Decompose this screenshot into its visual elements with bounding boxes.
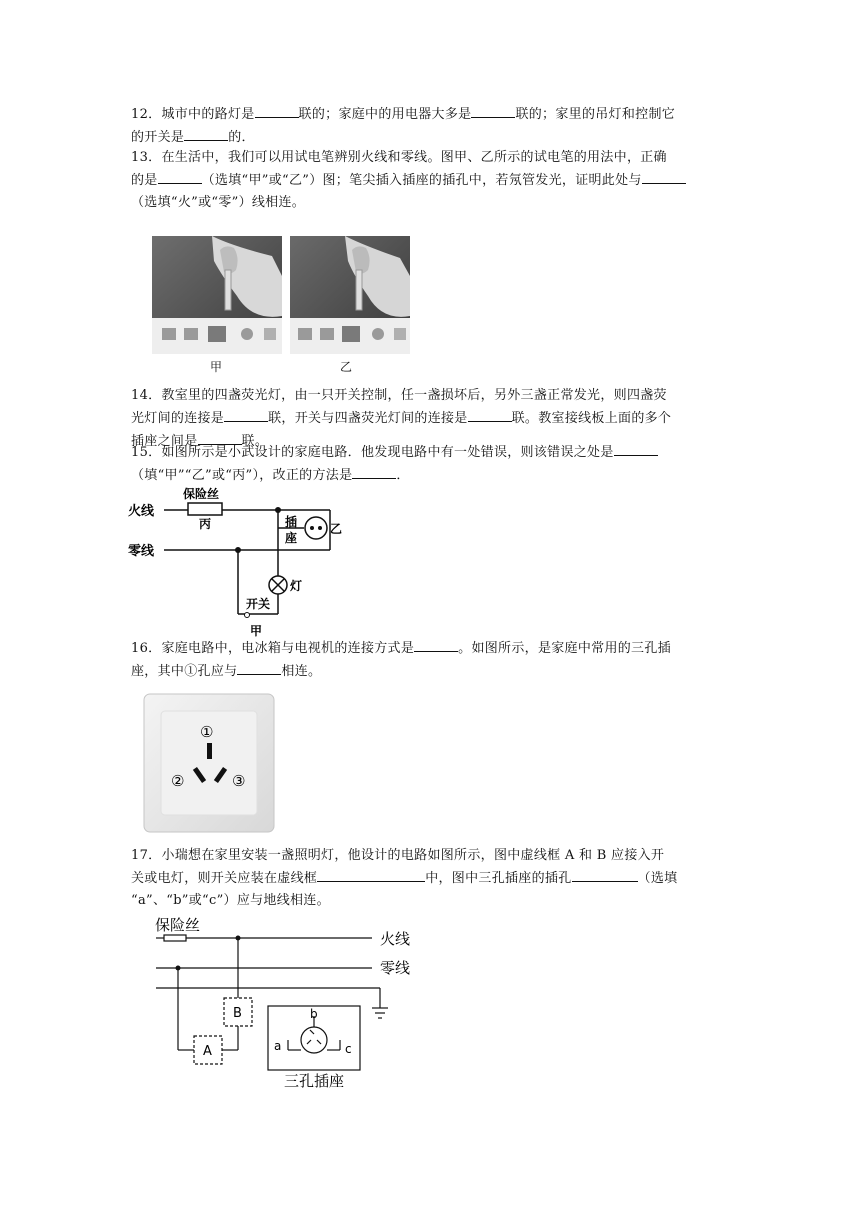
label-yi: 乙 <box>340 360 353 374</box>
q15-circuit-diagram <box>120 484 370 640</box>
answer-blank[interactable] <box>352 464 396 479</box>
answer-blank[interactable] <box>471 103 515 118</box>
answer-blank[interactable] <box>572 867 638 882</box>
live-wire-label: 火线 <box>380 930 411 948</box>
q14-line-3: 插座之间是 联。 <box>131 430 731 453</box>
q14-line-2: 光灯间的连接是 联，开关与四盏荧光灯间的连接是 联。教室接线板上面的多个 <box>131 407 731 430</box>
photo-yi <box>290 236 410 354</box>
hole-1-label: ① <box>200 723 214 741</box>
question-15 <box>131 441 731 487</box>
question-16 <box>131 637 731 683</box>
answer-blank[interactable] <box>468 407 512 422</box>
switch-label: 开关 <box>246 597 271 611</box>
neutral-wire-label: 零线 <box>128 544 155 559</box>
q14-line-1: 14．教室里的四盏荧光灯，由一只开关控制，任一盏损坏后，另外三盏正常发光，则四盏荧 <box>131 388 667 403</box>
pin-c-label: c <box>345 1042 352 1056</box>
question-13 <box>131 147 731 214</box>
question-17 <box>131 845 731 912</box>
live-wire-label: 火线 <box>128 504 155 519</box>
q13-line-1: 13．在生活中，我们可以用试电笔辨别火线和零线。图甲、乙所示的试电笔的用法中，正确 <box>131 150 667 165</box>
question-12 <box>131 103 731 149</box>
q13-line-3: （选填“火”或“零”）线相连。 <box>131 195 306 210</box>
label-bing: 丙 <box>199 517 212 531</box>
three-hole-socket-photo <box>143 693 275 833</box>
q16-line-1: 16．家庭电路中，电冰箱与电视机的连接方式是 。如图所示，是家庭中常用的三孔插 <box>131 637 731 660</box>
label-yi-circuit: 乙 <box>330 522 343 536</box>
socket-label-1: 插 <box>285 515 298 529</box>
socket-label-2: 座 <box>285 531 298 545</box>
q12-line-2: 的开关是 的． <box>131 126 731 149</box>
q12-line-1: 12．城市中的路灯是 联的；家庭中的用电器大多是 联的；家里的吊灯和控制它 <box>131 103 731 126</box>
answer-blank[interactable] <box>642 169 686 184</box>
q17-circuit-diagram <box>150 912 430 1092</box>
pin-b-label: b <box>310 1007 318 1021</box>
answer-blank[interactable] <box>614 441 658 456</box>
fuse-label: 保险丝 <box>183 487 220 501</box>
box-b-label: B <box>233 1006 242 1021</box>
q13-line-2: 的是 （选填“甲”或“乙”）图；笔尖插入插座的插孔中，若氖管发光，证明此处与 <box>131 169 731 192</box>
q15-line-2: （填“甲”“乙”或“丙”），改正的方法是 ． <box>131 464 731 487</box>
box-a-label: A <box>203 1044 212 1059</box>
neutral-wire-label: 零线 <box>380 959 411 977</box>
q17-line-1: 17．小瑞想在家里安装一盏照明灯，他设计的电路如图所示，图中虚线框 A 和 B 应接入开 <box>131 848 665 863</box>
lamp-label: 灯 <box>290 579 303 593</box>
q15-line-1: 15．如图所示是小武设计的家庭电路．他发现电路中有一处错误，则该错误之处是 <box>131 441 731 464</box>
photo-jia <box>152 236 282 354</box>
q17-line-2: 关或电灯，则开关应装在虚线框 中，图中三孔插座的插孔 （选填 <box>131 867 731 890</box>
label-jia-circuit: 甲 <box>250 624 263 638</box>
fuse-label: 保险丝 <box>155 916 201 934</box>
label-jia: 甲 <box>210 360 223 374</box>
answer-blank[interactable] <box>317 867 425 882</box>
answer-blank[interactable] <box>414 637 458 652</box>
answer-blank[interactable] <box>158 169 202 184</box>
answer-blank[interactable] <box>224 407 268 422</box>
pin-a-label: a <box>274 1039 282 1053</box>
q16-line-2: 座，其中①孔应与 相连。 <box>131 660 731 683</box>
answer-blank[interactable] <box>184 126 228 141</box>
answer-blank[interactable] <box>255 103 299 118</box>
q17-line-3: “a”、“b”或“c”）应与地线相连。 <box>131 893 330 908</box>
hole-3-label: ③ <box>232 772 246 790</box>
three-hole-socket-label: 三孔插座 <box>284 1072 345 1090</box>
hole-2-label: ② <box>171 772 185 790</box>
answer-blank[interactable] <box>237 660 281 675</box>
